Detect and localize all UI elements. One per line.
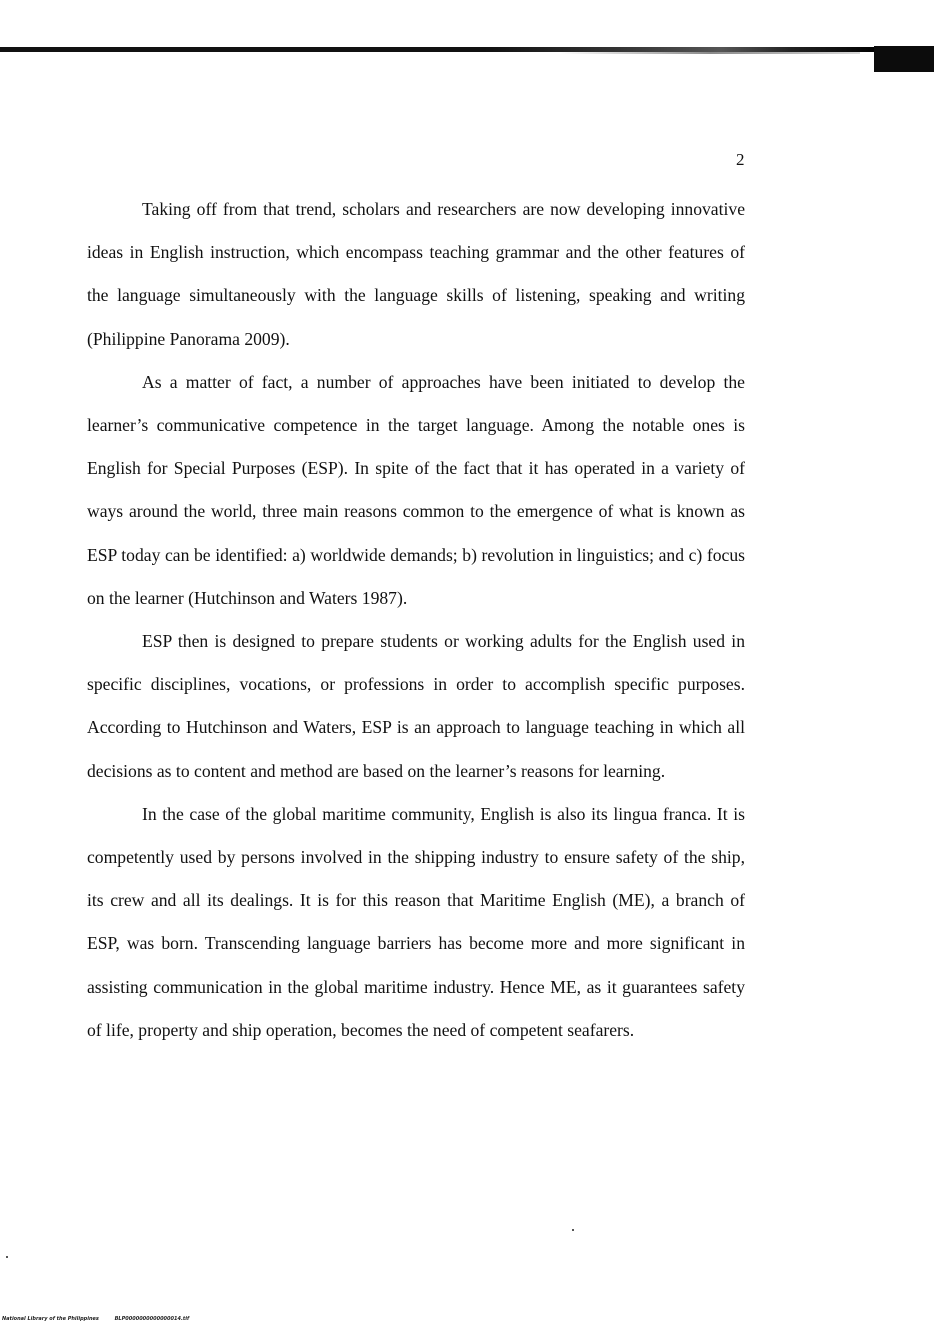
paragraph: As a matter of fact, a number of approaches have been initiated to develop the learner’s communicative competence in the target language. Among the notable ones is English for Special Purposes (ESP). In spite of the fact that it has operated in a variety of ways around the world, three main reasons common to the emergence of what is known as ESP today can be identified: a) worldwide demands; b) revolution in linguistics; and c) focus on the learner (Hutchinson and Waters 1987). xyxy=(87,371,745,608)
footer-library: National Library of the Philippines xyxy=(2,1316,99,1322)
paragraph: Taking off from that trend, scholars and researchers are now developing innovative ideas in English instruction, which encompass teaching grammar and the other features of the language simultaneously with the language skills of listening, speaking and writing (Philippine Panorama 2009). xyxy=(87,199,745,349)
page-number: 2 xyxy=(736,150,745,169)
scan-border-noise xyxy=(560,52,860,54)
paragraph: ESP then is designed to prepare students or working adults for the English used in specific disciplines, vocations, or professions in order to accomplish specific purposes. According to Hutchinson and Waters, ESP is an approach to language teaching in which all decisions as to content and method are based on the learner’s reasons for learning. xyxy=(87,631,745,781)
footer-stamp xyxy=(2,1316,189,1322)
scan-speck xyxy=(6,1256,8,1258)
scan-speck xyxy=(572,1229,574,1231)
scan-corner-block xyxy=(874,46,934,72)
document-body xyxy=(87,188,745,1052)
paragraph: In the case of the global maritime community, English is also its lingua franca. It is competently used by persons involved in the shipping industry to ensure safety of the ship, its crew and all its dealings. It is for this reason that Maritime English (ME), a branch of ESP, was born. Transcending language barriers has become more and more significant in assisting communication in the global maritime industry. Hence ME, as it guarantees safety of life, property and ship operation, becomes the need of competent seafarers. xyxy=(87,803,745,1040)
footer-code: BLP0000000000000014.tif xyxy=(114,1316,190,1322)
